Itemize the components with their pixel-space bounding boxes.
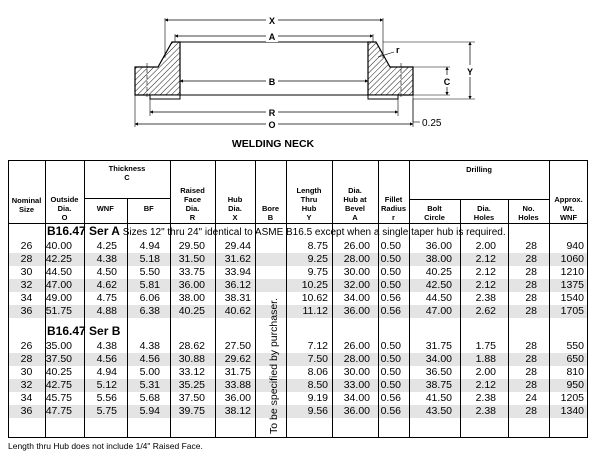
cell-bolt-circle: 34.00 [409,353,460,366]
col-drilling: Drilling Bolt Circle Dia. Holes No. Holes [409,160,549,224]
cell-approx-wt: 1705 [549,305,588,318]
cell-raised-face: 33.12 [178,366,205,378]
cell-outside-dia: 40.25 [45,366,72,378]
cell-thickness-wnf: 5.12 [84,379,127,392]
cell-fillet-radius: 0.50 [380,340,401,352]
cell-no-holes: 28 [525,240,537,252]
table-row [8,279,588,292]
cell-size: 28 [8,253,45,266]
cell-dia-holes: 2.38 [475,292,496,304]
cell-thickness-bf: 6.06 [139,292,160,304]
cell-hub-dia: 36.00 [224,392,251,404]
cell-thickness-bf: 5.00 [139,366,160,378]
cell-approx-wt: 550 [566,340,584,352]
cell-length-thru-hub: 9.25 [286,253,332,266]
cell-size: 34 [20,392,33,404]
cell-approx-wt: 940 [566,240,584,252]
drawing-caption: WELDING NECK [231,138,315,150]
cell-dia-holes: 2.00 [475,366,496,378]
col-bolt-circle: Bolt Circle [424,204,445,222]
cell-fillet-radius: 0.50 [380,366,401,378]
cell-approx-wt: 1340 [549,405,588,418]
dimension-table [8,160,588,418]
col-approx-wt: Approx. Wt. WNF [554,195,583,222]
cell-dia-holes: 2.12 [475,266,496,278]
bore-note: To be specified by purchaser. [268,297,280,434]
cell-hub-dia: 36.12 [215,279,255,292]
cell-raised-face: 40.25 [170,305,215,318]
cell-dia-holes: 2.12 [460,379,508,392]
cell-length-thru-hub: 8.75 [307,240,328,252]
cell-bolt-circle: 47.00 [409,305,460,318]
col-no-holes: No. Holes [518,204,539,222]
cell-dia-holes: 2.38 [475,392,496,404]
cell-bolt-circle: 36.50 [425,366,452,378]
column-rule [170,160,171,438]
cell-approx-wt: 810 [566,366,584,378]
cell-size: 32 [8,379,45,392]
col-dia-hub-bevel: Dia. Hub at Bevel A [343,186,367,222]
cell-thickness-bf: 5.94 [127,405,170,418]
table-row [8,379,588,392]
cell-thickness-bf: 5.50 [139,266,160,278]
column-rule [255,160,256,438]
cell-bolt-circle: 43.50 [409,405,460,418]
cell-length-thru-hub: 10.25 [286,279,332,292]
cell-thickness-bf: 5.18 [127,253,170,266]
flange-section-left [135,42,180,95]
cell-bolt-circle: 38.00 [409,253,460,266]
dim-r-label: R [268,108,276,118]
cell-thickness-wnf: 5.75 [84,405,127,418]
cell-dia-hub-bevel: 26.00 [343,240,370,252]
cell-length-thru-hub: 11.12 [286,305,332,318]
cell-fillet-radius: 0.50 [378,253,409,266]
column-rule [332,160,333,438]
cell-size: 26 [20,240,33,252]
table-row [8,253,588,266]
cell-raised-face: 28.62 [178,340,205,352]
column-rule [286,160,287,438]
cell-dia-holes: 1.75 [475,340,496,352]
table-row [8,353,588,366]
dim-o-label: O [268,120,276,130]
section-a-note: Sizes 12" thru 24" identical to ASME B16.5 except when a single taper hub is required. [122,227,506,238]
cell-size: 28 [8,353,45,366]
cell-length-thru-hub: 8.50 [286,379,332,392]
cell-fillet-radius: 0.56 [378,305,409,318]
cell-dia-holes: 2.00 [475,240,496,252]
cell-dia-hub-bevel: 30.00 [343,366,370,378]
col-nominal-size: Nominal Size [11,196,42,214]
cell-outside-dia: 42.75 [45,379,84,392]
cell-dia-hub-bevel: 33.00 [332,379,378,392]
cell-thickness-wnf: 4.88 [84,305,127,318]
column-rule [409,160,410,438]
cell-outside-dia: 44.50 [45,266,72,278]
cell-dia-holes: 1.88 [460,353,508,366]
cell-raised-face: 37.50 [178,392,205,404]
cell-no-holes: 28 [508,353,549,366]
cell-size: 36 [8,405,45,418]
dim-b-label: B [268,77,276,87]
cell-approx-wt: 1205 [560,392,584,404]
cell-approx-wt: 950 [549,379,588,392]
welding-neck-flange-drawing [0,0,595,158]
cell-no-holes: 28 [525,340,537,352]
cell-size: 30 [20,366,33,378]
cell-size: 34 [20,292,33,304]
column-rule [508,199,509,438]
column-rule [84,160,85,438]
cell-length-thru-hub: 7.12 [307,340,328,352]
cell-hub-dia: 31.62 [215,253,255,266]
cell-outside-dia: 47.00 [45,279,84,292]
cell-dia-hub-bevel: 26.00 [343,340,370,352]
cell-no-holes: 28 [508,253,549,266]
cell-hub-dia: 38.12 [215,405,255,418]
cell-raised-face: 31.50 [170,253,215,266]
column-rule [460,199,461,438]
cell-thickness-bf: 6.38 [127,305,170,318]
cell-no-holes: 28 [508,379,549,392]
cell-bolt-circle: 41.50 [425,392,452,404]
cell-bore [255,266,286,279]
col-outside-dia: Outside Dia. O [50,195,79,222]
cell-raised-face: 36.00 [170,279,215,292]
cell-dia-holes: 2.38 [460,405,508,418]
cell-hub-dia: 33.88 [215,379,255,392]
cell-raised-face: 38.00 [178,292,205,304]
cell-outside-dia: 47.75 [45,405,84,418]
cell-bolt-circle: 40.25 [425,266,452,278]
cell-thickness-wnf: 4.94 [96,366,117,378]
cell-hub-dia: 29.44 [224,240,251,252]
cell-thickness-wnf: 5.56 [96,392,117,404]
cell-thickness-wnf: 4.38 [96,340,117,352]
column-rule [549,160,550,438]
cell-dia-holes: 2.12 [460,279,508,292]
dim-y-label: Y [466,67,474,77]
section-b-heading [8,318,588,340]
col-bf: BF [127,199,171,224]
cell-thickness-bf: 4.94 [139,240,160,252]
cell-raised-face: 39.75 [170,405,215,418]
cell-approx-wt: 650 [549,353,588,366]
flange-section-right [368,42,413,95]
cell-approx-wt: 1210 [560,266,584,278]
cell-raised-face: 35.25 [170,379,215,392]
cell-dia-holes: 2.62 [460,305,508,318]
cell-dia-holes: 2.12 [460,253,508,266]
column-rule [45,160,46,438]
cell-no-holes: 28 [525,266,537,278]
cell-dia-hub-bevel: 36.00 [332,405,378,418]
section-a-heading [8,224,588,240]
cell-hub-dia: 27.50 [224,340,251,352]
col-hub-dia: Hub Dia. X [227,195,243,222]
col-thickness: Thickness C WNF BF [84,160,170,224]
cell-length-thru-hub: 10.62 [301,292,328,304]
dim-a-label: A [268,32,276,42]
cell-hub-dia: 33.94 [224,266,251,278]
cell-dia-hub-bevel: 36.00 [332,305,378,318]
cell-thickness-wnf: 4.25 [96,240,117,252]
table-row [8,292,588,305]
cell-bolt-circle: 42.50 [409,279,460,292]
cell-fillet-radius: 0.56 [380,392,401,404]
cell-thickness-bf: 4.38 [139,340,160,352]
cell-thickness-bf: 5.81 [127,279,170,292]
table-row [8,240,588,253]
cell-raised-face: 30.88 [170,353,215,366]
cell-fillet-radius: 0.50 [380,266,401,278]
cell-length-thru-hub: 7.50 [286,353,332,366]
cell-size: 32 [8,279,45,292]
cell-fillet-radius: 0.50 [378,279,409,292]
column-rule [215,160,216,438]
cell-no-holes: 28 [525,366,537,378]
table-row [8,340,588,353]
raised-face-dim: 0.25 [422,118,442,129]
dim-c-label: C [443,77,451,87]
cell-hub-dia: 40.62 [215,305,255,318]
column-rule [378,160,379,438]
cell-bolt-circle: 44.50 [425,292,452,304]
cell-thickness-wnf: 4.75 [96,292,117,304]
table-row [8,405,588,418]
col-length-thru-hub: Length Thru Hub Y [296,186,322,222]
cell-dia-hub-bevel: 28.00 [332,353,378,366]
dim-fillet-label: r [396,45,400,55]
cell-bolt-circle: 38.75 [409,379,460,392]
cell-no-holes: 28 [508,405,549,418]
cell-outside-dia: 42.25 [45,253,84,266]
cell-bolt-circle: 36.00 [425,240,452,252]
cell-outside-dia: 49.00 [45,292,72,304]
cell-no-holes: 28 [508,279,549,292]
cell-thickness-bf: 4.56 [127,353,170,366]
cell-raised-face: 29.50 [178,240,205,252]
cell-fillet-radius: 0.56 [380,292,401,304]
cell-length-thru-hub: 9.19 [307,392,328,404]
cell-approx-wt: 1060 [549,253,588,266]
cell-approx-wt: 1375 [549,279,588,292]
cell-outside-dia: 35.00 [45,340,72,352]
cell-dia-hub-bevel: 34.00 [343,392,370,404]
header-rule [8,223,588,224]
table-row [8,366,588,379]
cell-approx-wt: 1540 [560,292,584,304]
cell-length-thru-hub: 9.56 [286,405,332,418]
cell-hub-dia: 38.31 [224,292,251,304]
cell-dia-hub-bevel: 30.00 [343,266,370,278]
cell-hub-dia: 31.75 [224,366,251,378]
cell-size: 26 [20,340,33,352]
cell-thickness-wnf: 4.38 [84,253,127,266]
cell-fillet-radius: 0.50 [380,240,401,252]
col-raised-face: Raised Face Dia. R [180,186,205,222]
cell-dia-hub-bevel: 32.00 [332,279,378,292]
cell-raised-face: 33.75 [178,266,205,278]
cell-fillet-radius: 0.50 [378,379,409,392]
table-row [8,305,588,318]
cell-length-thru-hub: 8.06 [307,366,328,378]
cell-outside-dia: 40.00 [45,240,72,252]
cell-outside-dia: 37.50 [45,353,84,366]
cell-bore [255,240,286,253]
col-fillet-radius: Fillet Radius r [380,195,406,222]
cell-thickness-bf: 5.31 [127,379,170,392]
cell-outside-dia: 51.75 [45,305,84,318]
section-b-title: B16.47 Ser B [47,324,121,338]
col-wnf: WNF [96,204,114,213]
cell-length-thru-hub: 9.75 [307,266,328,278]
cell-no-holes: 24 [525,392,537,404]
column-rule [127,199,128,438]
section-a-title: B16.47 Ser A [47,224,120,238]
cell-thickness-wnf: 4.56 [84,353,127,366]
dim-x-label: X [268,16,276,26]
table-row [8,266,588,279]
table-row [8,392,588,405]
col-dia-holes: Dia. Holes [473,204,495,222]
cell-bore [255,253,286,266]
cell-no-holes: 28 [508,305,549,318]
cell-outside-dia: 45.75 [45,392,72,404]
cell-dia-hub-bevel: 28.00 [332,253,378,266]
cell-fillet-radius: 0.50 [378,353,409,366]
cell-hub-dia: 29.62 [215,353,255,366]
cell-dia-hub-bevel: 34.00 [343,292,370,304]
cell-thickness-bf: 5.68 [139,392,160,404]
cell-thickness-wnf: 4.50 [96,266,117,278]
cell-no-holes: 28 [525,292,537,304]
footnote: Length thru Hub does not include 1/4" Raised Face. [8,441,203,451]
cell-bolt-circle: 31.75 [425,340,452,352]
cell-thickness-wnf: 4.62 [84,279,127,292]
cell-size: 36 [8,305,45,318]
cell-size: 30 [20,266,33,278]
col-bore: Bore B [261,204,280,222]
cell-fillet-radius: 0.56 [378,405,409,418]
